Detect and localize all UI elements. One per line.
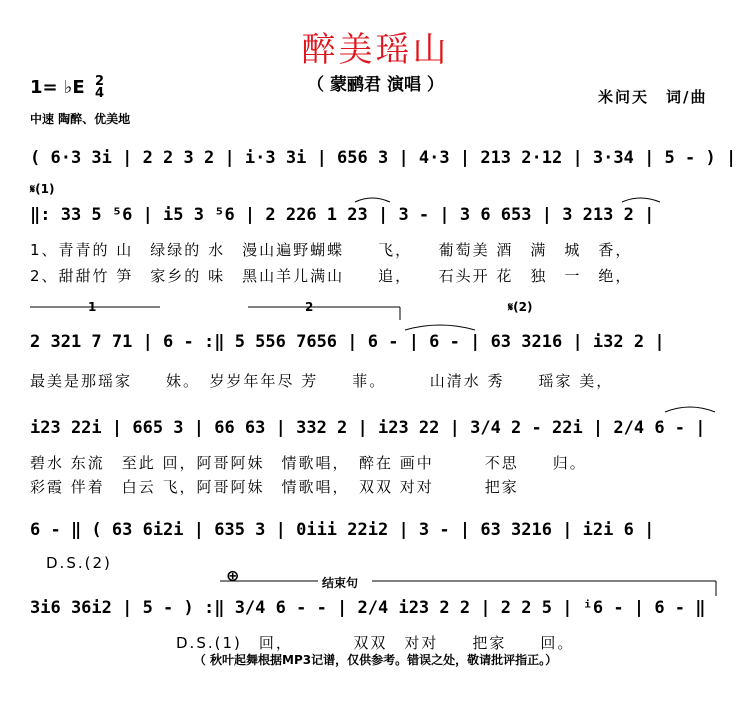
system-4-lyrics-verse-1: 碧水 东流 至此 回，阿哥阿妹 情歌唱， 醉在 画中 不思 归。 [30,454,587,472]
tie-arc [622,198,660,202]
system-4-lyrics-verse-2: 彩霞 伴着 白云 飞，阿哥阿妹 情歌唱， 双双 对对 把家 [30,478,519,496]
system-5-notes: 6 - ‖ ( 63 6i2i | 635 3 | 0iii 22i2 | 3 - | 63 3216 | i2i 6 | [30,520,655,540]
page-title: 醉美瑶山 [301,30,450,70]
coda-mark: ⊕ [226,566,240,585]
ds-2-marking: D.S.(2) [46,554,112,572]
system-3-lyrics: 最美是那瑶家 妹。 岁岁年年尽 芳 菲。 山清水 秀 瑶家 美， [30,372,614,390]
performer-subtitle: （ 蒙鹂君 演唱 ） [307,75,444,95]
composer-credit: 米问天 词/曲 [598,88,708,106]
volta-2-label: 2 [305,300,314,314]
ending-label: 结束句 [322,576,359,590]
system-6-notes: 3i6 36i2 | 5 - ) :‖ 3/4 6 - - | 2/4 i23 2 2 | 2 2 5 | ⁱ6 - | 6 - ‖ [30,598,706,618]
system-3-notes: 2 321 7 71 | 6 - :‖ 5 556 7656 | 6 - | 6 - | 63 3216 | i32 2 | [30,332,665,352]
segno-2-mark: 𝄋(2) [508,300,533,314]
tie-arc [665,407,715,412]
system-4-notes: i23 22i | 665 3 | 66 63 | 332 2 | i23 22 | 3/4 2 - 22i | 2/4 6 - | [30,418,706,438]
segno-1-mark: 𝄋(1) [30,182,55,196]
footnote: （ 秋叶起舞根据MP3记谱，仅供参考。错误之处，敬请批评指正。） [193,653,558,667]
system-2-lyrics-verse-2: 2、甜甜竹 笋 家乡的 味 黑山羊儿满山 追， 石头开 花 独 一 绝， [30,267,633,285]
system-1-notes: ( 6·3 3i | 2 2 3 2 | i·3 3i | 656 3 | 4·3 | 213 2·12 | 3·34 | 5 - ) | [30,148,737,168]
tempo-marking: 中速 陶醉、优美地 [30,112,131,126]
tie-arc [355,198,390,202]
system-2-notes: ‖: 33 5 ⁵6 | i5 3 ⁵6 | 2 226 1 23 | 3 - | 3 6 653 | 3 213 2 | [30,205,655,225]
tie-arc [405,325,475,330]
system-6-lyrics: D.S.(1) 回， 双双 对对 把家 回。 [176,634,575,652]
time-denominator: 4 [94,86,104,101]
volta-1-label: 1 [88,300,97,314]
time-numerator: 2 [94,74,104,89]
system-2-lyrics-verse-1: 1、青青的 山 绿绿的 水 漫山遍野蝴蝶 飞， 葡萄美 酒 满 城 香， [30,241,633,259]
key-label: 1= ♭E [30,77,85,98]
